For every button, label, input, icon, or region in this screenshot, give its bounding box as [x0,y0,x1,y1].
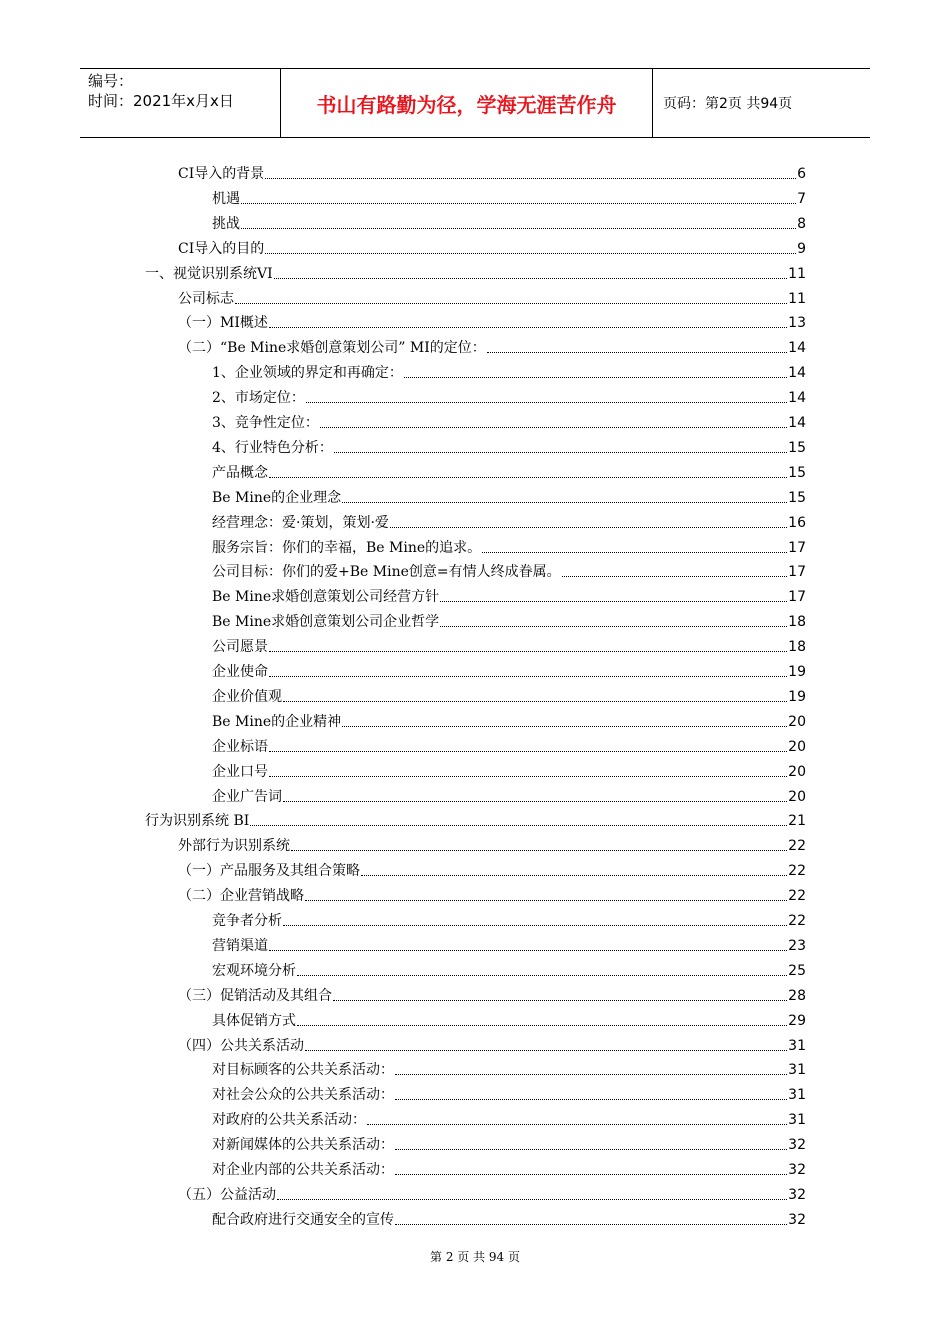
toc-dot-leader [277,1198,787,1200]
toc-entry-title: 经营理念：爱·策划，策划·爱 [212,514,389,531]
toc-entry-page-number: 31 [788,1062,806,1079]
toc-entry[interactable] [212,1129,806,1154]
toc-entry-title: （三）促销活动及其组合 [178,987,332,1004]
toc-entry[interactable] [212,781,806,806]
toc-entry-title: 1、企业领域的界定和再确定： [212,365,403,382]
toc-entry-page-number: 18 [788,614,806,631]
toc-dot-leader [440,600,787,602]
toc-dot-leader [291,849,787,851]
toc-entry-title: （四）公共关系活动 [178,1037,304,1054]
toc-entry-title: CI导入的背景 [178,166,265,182]
toc-entry-title: 机遇 [212,190,240,207]
toc-entry-page-number: 20 [788,763,806,780]
toc-entry-page-number: 15 [788,464,806,481]
toc-dot-leader [269,775,787,777]
toc-entry-page-number: 16 [788,514,806,531]
toc-entry[interactable] [178,1179,806,1204]
toc-entry[interactable] [212,1154,806,1179]
toc-entry-page-number: 19 [788,664,806,680]
toc-dot-leader [305,899,787,901]
toc-entry-page-number: 22 [788,888,806,905]
toc-entry-title: 对社会公众的公共关系活动： [212,1087,394,1104]
toc-dot-leader [250,824,787,826]
toc-dot-leader [274,277,788,279]
toc-entry[interactable] [212,681,806,706]
toc-entry-page-number: 7 [797,190,806,207]
toc-entry-title: CI导入的目的 [178,240,265,257]
toc-dot-leader [269,650,787,652]
toc-entry-title: 公司目标：你们的爱+Be Mine创意=有情人终成眷属。 [212,564,561,581]
toc-entry-title: 企业广告词 [212,788,282,805]
toc-entry[interactable] [212,581,806,606]
toc-entry-page-number: 17 [788,539,806,556]
toc-entry-title: 企业口号 [212,763,268,780]
toc-entry-page-number: 17 [788,564,806,581]
toc-entry-page-number: 20 [788,788,806,805]
toc-dot-leader [241,202,796,204]
toc-entry[interactable] [212,656,806,681]
toc-entry-page-number: 22 [788,913,806,929]
document-number-label: 编号： [88,72,134,90]
toc-entry-page-number: 20 [788,713,806,730]
toc-entry[interactable] [212,905,806,930]
toc-entry[interactable] [212,631,806,656]
toc-entry-title: 2、市场定位： [212,390,305,407]
toc-dot-leader [235,302,787,304]
toc-dot-leader [265,252,796,254]
toc-entry-page-number: 32 [788,1186,806,1203]
toc-entry-title: 行为识别系统 BI [145,813,250,830]
toc-entry-title: 公司标志 [178,290,234,307]
toc-entry-title: 具体促销方式 [212,1012,296,1029]
toc-entry[interactable] [178,233,806,258]
page-header [80,68,870,138]
toc-entry[interactable] [178,283,806,308]
toc-dot-leader [395,1173,787,1175]
page-footer: 第 2 页 共 94 页 [430,1250,520,1264]
toc-dot-leader [404,376,787,378]
toc-entry[interactable] [212,482,806,507]
toc-entry-title: （二）企业营销战略 [178,888,304,905]
toc-entry-page-number: 29 [788,1012,806,1029]
toc-entry-title: 产品概念 [212,464,268,481]
toc-dot-leader [562,575,788,577]
toc-entry-title: Be Mine求婚创意策划公司经营方针 [212,589,440,606]
toc-dot-leader [297,974,787,976]
toc-dot-leader [395,1098,787,1100]
document-date: 时间：2021年x月x日 [88,92,234,110]
toc-entry-page-number: 11 [788,290,806,307]
toc-entry-page-number: 32 [788,1211,806,1228]
toc-entry-title: 配合政府进行交通安全的宣传 [212,1211,394,1228]
toc-dot-leader [333,999,787,1001]
toc-entry-page-number: 6 [797,166,806,182]
toc-entry-page-number: 18 [788,639,806,656]
toc-entry[interactable] [178,158,806,183]
toc-entry-title: 营销渠道 [212,937,268,954]
toc-entry-title: 企业标语 [212,738,268,755]
toc-dot-leader [265,177,796,179]
toc-entry-page-number: 15 [788,439,806,456]
toc-entry-title: Be Mine的企业精神 [212,713,342,730]
toc-entry-title: （五）公益活动 [178,1186,276,1203]
toc-entry-title: 一、视觉识别系统VI [145,265,273,282]
toc-entry-page-number: 21 [788,813,806,830]
toc-dot-leader [395,1148,787,1150]
toc-entry-page-number: 14 [788,390,806,407]
toc-dot-leader [482,551,787,553]
toc-entry-page-number: 32 [788,1137,806,1154]
toc-dot-leader [367,1123,787,1125]
toc-entry[interactable] [212,930,806,955]
toc-dot-leader [283,700,787,702]
toc-dot-leader [390,526,787,528]
header-meta [80,69,280,137]
toc-dot-leader [342,725,787,727]
toc-entry-title: 挑战 [212,215,240,232]
toc-dot-leader [395,1073,787,1075]
toc-dot-leader [283,924,787,926]
toc-entry-page-number: 14 [788,365,806,382]
toc-dot-leader [342,501,787,503]
toc-entry[interactable] [212,457,806,482]
toc-entry-page-number: 11 [788,265,806,282]
toc-entry[interactable] [212,1005,806,1030]
toc-dot-leader [305,1049,787,1051]
header-motto-cell [280,69,653,137]
toc-entry[interactable] [178,332,806,357]
toc-entry[interactable] [212,507,806,532]
toc-entry[interactable] [212,532,806,557]
toc-dot-leader [241,227,796,229]
toc-entry-page-number: 13 [788,315,806,332]
toc-dot-leader [269,750,787,752]
toc-dot-leader [306,401,787,403]
toc-entry-title: 4、行业特色分析： [212,439,333,456]
toc-entry[interactable] [178,307,806,332]
toc-entry[interactable] [178,880,806,905]
toc-entry[interactable] [212,706,806,731]
toc-entry-page-number: 9 [797,240,806,257]
toc-entry-title: 对目标顾客的公共关系活动： [212,1062,394,1079]
toc-entry[interactable] [212,1054,806,1079]
toc-entry-page-number: 8 [797,215,806,232]
toc-entry-page-number: 19 [788,688,806,705]
toc-entry[interactable] [212,407,806,432]
toc-dot-leader [334,451,787,453]
toc-entry-title: Be Mine的企业理念 [212,489,342,506]
toc-entry[interactable] [212,357,806,382]
toc-entry-title: 对企业内部的公共关系活动： [212,1162,394,1178]
toc-entry[interactable] [212,731,806,756]
toc-entry[interactable] [212,1079,806,1104]
header-page-info-cell [653,69,870,137]
toc-dot-leader [269,326,787,328]
toc-entry[interactable] [212,556,806,581]
toc-entry[interactable] [145,805,806,830]
toc-dot-leader [487,351,787,353]
toc-entry-title: （二）“Be Mine求婚创意策划公司” MI的定位： [178,340,486,357]
toc-entry[interactable] [145,258,806,283]
toc-entry-page-number: 31 [788,1112,806,1129]
toc-entry[interactable] [178,855,806,880]
toc-dot-leader [269,675,787,677]
toc-entry[interactable] [212,183,806,208]
toc-dot-leader [269,949,787,951]
toc-entry-page-number: 25 [788,962,806,979]
toc-entry[interactable] [212,756,806,781]
toc-dot-leader [361,874,787,876]
toc-entry-title: 对政府的公共关系活动： [212,1112,366,1129]
toc-entry-title: 公司愿景 [212,639,268,656]
toc-entry[interactable] [212,1204,806,1229]
toc-entry[interactable] [212,432,806,457]
toc-entry[interactable] [178,1030,806,1055]
toc-entry-title: 服务宗旨：你们的幸福，Be Mine的追求。 [212,539,482,556]
toc-entry-title: 宏观环境分析 [212,962,296,979]
toc-dot-leader [395,1223,787,1225]
toc-entry-title: 3、竞争性定位： [212,415,319,431]
toc-entry[interactable] [212,606,806,631]
toc-entry-title: 外部行为识别系统 [178,838,290,855]
toc-entry[interactable] [212,382,806,407]
toc-entry-title: 竞争者分析 [212,913,282,929]
toc-dot-leader [320,426,787,428]
toc-dot-leader [440,625,787,627]
toc-entry-title: （一）MI概述 [178,315,268,332]
toc-entry-title: （一）产品服务及其组合策略 [178,863,360,880]
toc-entry-page-number: 22 [788,863,806,880]
toc-entry-page-number: 31 [788,1087,806,1104]
toc-entry-page-number: 31 [788,1037,806,1054]
toc-entry-page-number: 20 [788,738,806,755]
toc-entry-page-number: 32 [788,1162,806,1178]
toc-entry[interactable] [212,208,806,233]
toc-entry-title: 对新闻媒体的公共关系活动： [212,1137,394,1154]
toc-entry[interactable] [178,830,806,855]
toc-entry-page-number: 15 [788,489,806,506]
toc-entry-page-number: 28 [788,987,806,1004]
toc-entry-page-number: 14 [788,415,806,431]
header-page-info: 页码：第2页 共94页 [663,96,793,112]
toc-entry-page-number: 17 [788,589,806,606]
toc-entry[interactable] [212,1104,806,1129]
toc-entry-page-number: 22 [788,838,806,855]
toc-entry[interactable] [178,980,806,1005]
toc-entry-title: 企业价值观 [212,688,282,705]
toc-entry-title: 企业使命 [212,664,268,680]
toc-entry-title: Be Mine求婚创意策划公司企业哲学 [212,614,440,631]
header-motto: 书山有路勤为径，学海无涯苦作舟 [316,92,617,117]
toc-dot-leader [297,1024,787,1026]
toc-entry-page-number: 14 [788,340,806,357]
toc-dot-leader [283,800,787,802]
toc-entry[interactable] [212,955,806,980]
toc-entry-page-number: 23 [788,937,806,954]
toc-dot-leader [269,476,787,478]
